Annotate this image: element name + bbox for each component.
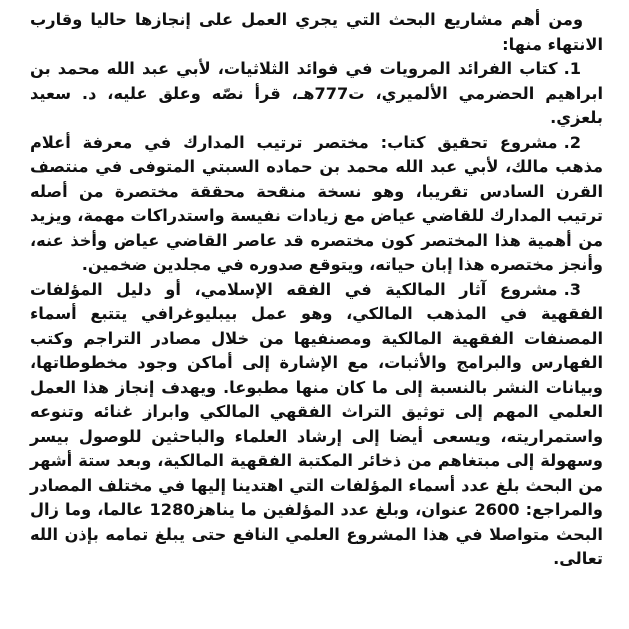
document-body <box>30 8 603 572</box>
list-item-text: مشروع تحقيق كتاب: مختصر ترتيب المدارك في معرفة أعلام مذهب مالك، لأبي عبد الله محمد بن حماده السبتي المتوفى في منتصف القرن السادس تقريبا، وهو نسخة منقحة محققة مختصرة من أصله ترتيب المدارك للقاضي عياض مع زيادات نفيسة واستدراكات مهمة، ويزيد من أهمية هذا المختصر كون مختصره قد عاصر القاضي عياض وأخذ عنه، وأنجز مختصره هذا إبان حياته، ويتوقع صدوره في مجلدين ضخمين. <box>30 132 603 274</box>
list-item-2 <box>30 131 603 278</box>
list-item-number: 2. <box>563 132 581 152</box>
list-item-text: كتاب الفرائد المرويات في فوائد الثلاثيات، لأبي عبد الله محمد بن ابراهيم الحضرمي الألميري، ت777هـ، قرأ نصّه وعلق عليه، د. سعيد بلعزي. <box>30 59 603 127</box>
intro-paragraph: ومن أهم مشاريع البحث التي يجري العمل على إنجازها حاليا وقارب الانتهاء منها: <box>30 10 603 54</box>
list-item-3 <box>30 278 603 572</box>
list-item-text: مشروع آثار المالكية في الفقه الإسلامي، أو دليل المؤلفات الفقهية في المذهب المالكي، وهو عمل بيبليوغرافي يتتبع أسماء المصنفات الفقهية المالكية ومصنفيها من خلال مصادر التراجم وكتب الفهارس والبرامج والأثبات، مع الإشارة إلى أماكن وجود مخطوطاتها، وبيانات النشر بالنسبة إلى ما كان منها مطبوعا. ويهدف إنجاز هذا العمل العلمي المهم إلى توثيق التراث الفقهي المالكي وابراز غنائه وتنوعه واستمراريته، ويسعى أيضا إلى إرشاد العلماء والباحثين للوصول بيسر وسهولة إلى مبتغاهم من ذخائر المكتبة الفقهية المالكية، وبعد ستة أشهر من البحث بلغ عدد أسماء المؤلفات التي اهتدينا إليها في مختلف المصادر والمراجع: 2600 عنوان، وبلغ عدد المؤلفين ما يناهز1280 عالما، وما زال البحث متواصلا في هذا المشروع العلمي النافع حتى يبلغ تمامه بإذن الله تعالى. <box>30 279 603 568</box>
list-item-number: 1. <box>563 59 581 78</box>
list-item-number: 3. <box>563 279 581 299</box>
list-item-1 <box>30 57 603 131</box>
